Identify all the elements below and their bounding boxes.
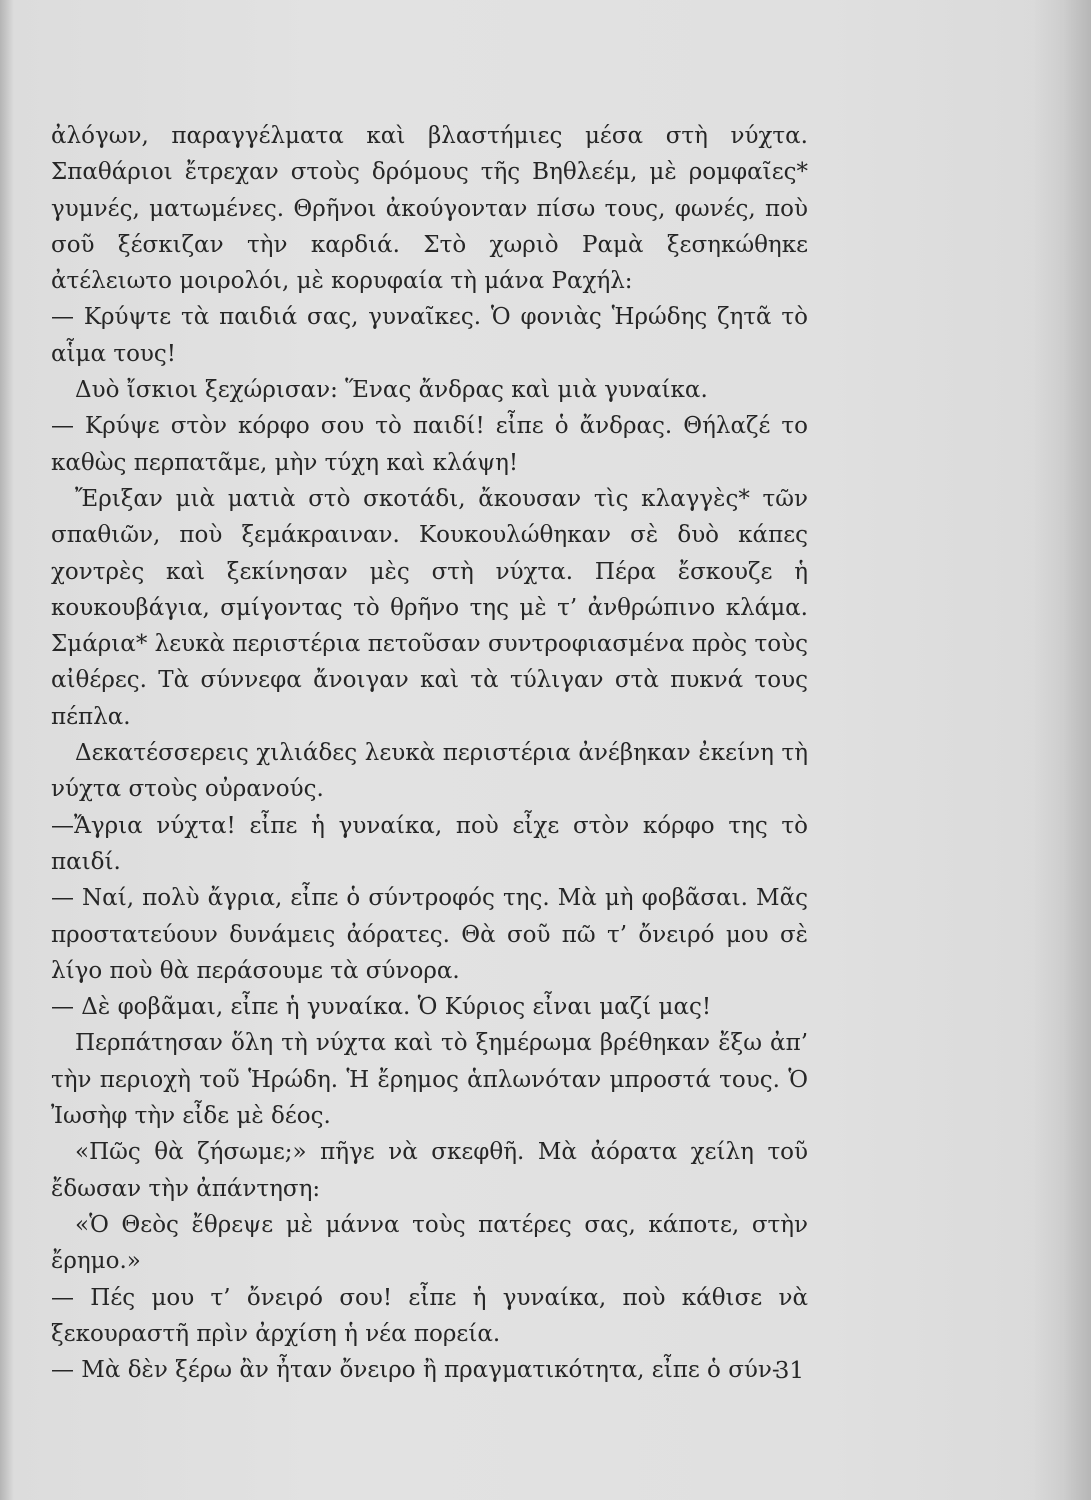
body-text (51, 118, 808, 1388)
paragraph: — Κρύψτε τὰ παιδιά σας, γυναῖκες. Ὁ φονιὰς Ἡρώδης ζητᾶ τὸ αἷμα τους! (51, 304, 808, 367)
page-gutter-shadow (0, 0, 14, 1500)
page-edge-shadow (1031, 0, 1091, 1500)
paragraph: — Κρύψε στὸν κόρφο σου τὸ παιδί! εἶπε ὁ ἄνδρας. Θήλαζέ το καθὼς περπατᾶμε, μὴν τύχη καὶ κλάψη! (51, 413, 808, 476)
paragraph: — Μὰ δὲν ξέρω ἂν ἦταν ὄνειρο ἢ πραγματικότητα, εἶπε ὁ σύν- (51, 1357, 780, 1384)
paragraph: Περπάτησαν ὅλη τὴ νύχτα καὶ τὸ ξημέρωμα βρέθηκαν ἔξω ἀπ’ τὴν περιοχὴ τοῦ Ἡρώδη. Ἡ ἔρημος ἁπλωνόταν μπροστά τους. Ὁ Ἰωσὴφ τὴν εἶδε μὲ δέος. (51, 1030, 808, 1130)
paragraph: Δυὸ ἴσκιοι ξεχώρισαν: Ἕνας ἄνδρας καὶ μιὰ γυναίκα. (75, 377, 708, 404)
paragraph: Ἔριξαν μιὰ ματιὰ στὸ σκοτάδι, ἄκουσαν τὶς κλαγγὲς* τῶν σπαθιῶν, ποὺ ξεμάκραιναν. Κουκουλώθηκαν σὲ δυὸ κάπες χοντρὲς καὶ ξεκίνησαν μὲς στὴ νύχτα. Πέρα ἔσκουζε ἡ κουκουβάγια, σμίγοντας τὸ θρῆνο της μὲ τ’ ἀνθρώπινο κλάμα. Σμάρια* λευκὰ περιστέρια πετοῦσαν συντροφιασμένα πρὸς τοὺς αἰθέρες. Τὰ σύννεφα ἄνοιγαν καὶ τὰ τύλιγαν στὰ πυκνά τους πέπλα. (51, 485, 808, 730)
paragraph: «Ὁ Θεὸς ἔθρεψε μὲ μάννα τοὺς πατέρες σας, κάποτε, στὴν ἔρημο.» (51, 1211, 808, 1275)
paragraph: Δεκατέσσερεις χιλιάδες λευκὰ περιστέρια ἀνέβηκαν ἐκείνη τὴ νύχτα στοὺς οὐρανούς. (51, 740, 808, 803)
paragraph: — Δὲ φοβᾶμαι, εἶπε ἡ γυναίκα. Ὁ Κύριος εἶναι μαζί μας! (51, 994, 712, 1021)
paragraph: ἀλόγων, παραγγέλματα καὶ βλαστήμιες μέσα στὴ νύχτα. Σπαθάριοι ἔτρεχαν στοὺς δρόμους τῆς Βηθλεέμ, μὲ ρομφαῖες* γυμνές, ματωμένες. Θρῆνοι ἀκούγονταν πίσω τους, φωνές, ποὺ σοῦ ξέσκιζαν τὴν καρδιά. Στὸ χωριὸ Ραμὰ ξεσηκώθηκε ἀτέλειωτο μοιρολόι, μὲ κορυφαία τὴ μάνα Ραχήλ: (51, 123, 808, 295)
paragraph: — Πές μου τ’ ὄνειρό σου! εἶπε ἡ γυναίκα, ποὺ κάθισε νὰ ξεκουραστῆ πρὶν ἀρχίση ἡ νέα πορεία. (51, 1284, 808, 1347)
paragraph: — Ναί, πολὺ ἄγρια, εἶπε ὁ σύντροφός της. Μὰ μὴ φοβᾶσαι. Μᾶς προστατεύουν δυνάμεις ἀόρατες. Θὰ σοῦ πῶ τ’ ὄνειρό μου σὲ λίγο ποὺ θὰ περάσουμε τὰ σύνορα. (51, 885, 808, 984)
page-number: 31 (774, 1358, 804, 1384)
paragraph: «Πῶς θὰ ζήσωμε;» πῆγε νὰ σκεφθῆ. Μὰ ἀόρατα χείλη τοῦ ἔδωσαν τὴν ἀπάντηση: (51, 1139, 808, 1202)
paragraph: —Ἄγρια νύχτα! εἶπε ἡ γυναίκα, ποὺ εἶχε στὸν κόρφο της τὸ παιδί. (51, 812, 808, 875)
